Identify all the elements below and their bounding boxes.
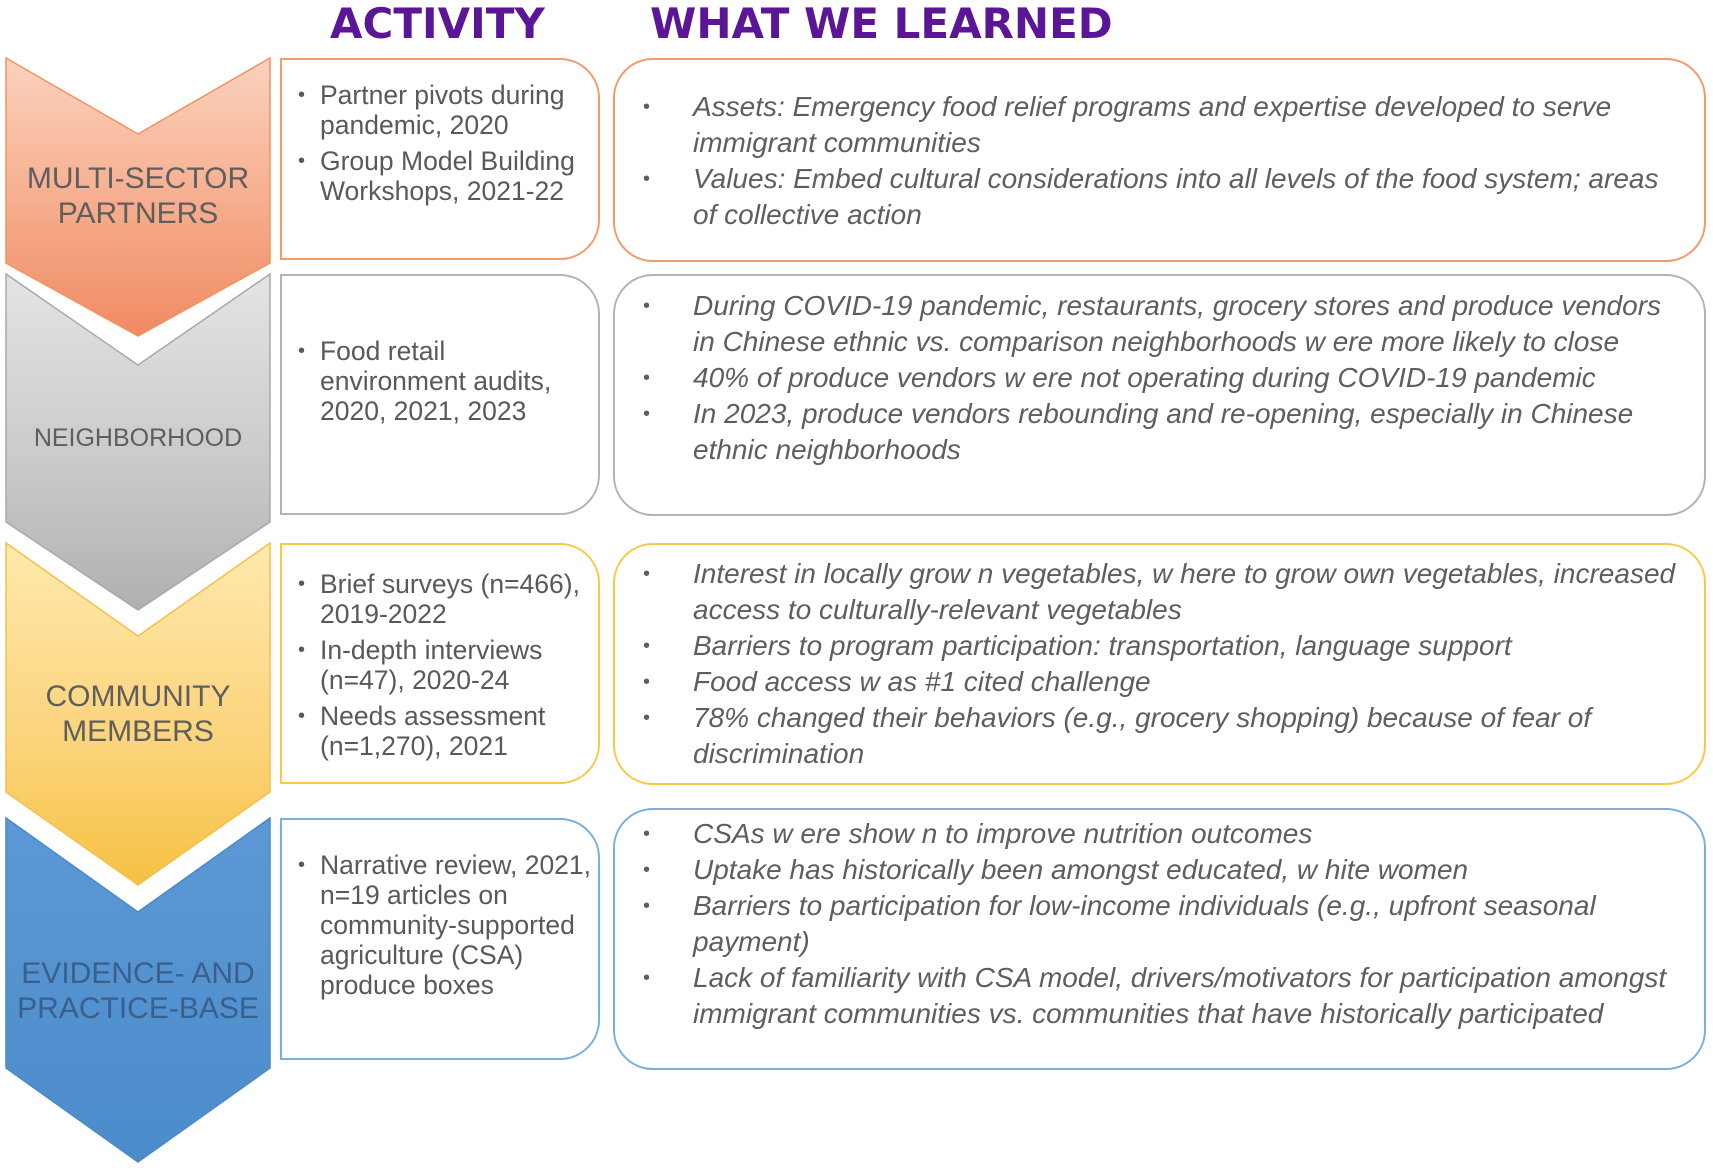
learned-item: • Food access w as #1 cited challenge bbox=[615, 664, 1678, 700]
learned-item: • Assets: Emergency food relief programs and expertise developed to serve immigrant communities bbox=[615, 89, 1674, 161]
learned-item: • 78% changed their behaviors (e.g., grocery shopping) because of fear of discrimination bbox=[615, 700, 1678, 772]
learned-item: • Lack of familiarity with CSA model, drivers/motivators for participation amongst immigrant communities vs. communities that have historically participated bbox=[615, 960, 1678, 1032]
activity-item: • Partner pivots during pandemic, 2020 bbox=[282, 80, 598, 140]
activity-item: • Food retail environment audits, 2020, 2021, 2023 bbox=[282, 336, 598, 426]
activity-box-neighborhood bbox=[280, 274, 600, 515]
learned-item: • In 2023, produce vendors rebounding and re-opening, especially in Chinese ethnic neighborhoods bbox=[615, 396, 1678, 468]
learned-box-evidence bbox=[613, 808, 1706, 1070]
activity-item: • Brief surveys (n=466), 2019-2022 bbox=[282, 569, 598, 629]
activity-box-evidence bbox=[280, 818, 600, 1060]
learned-item: • During COVID-19 pandemic, restaurants, grocery stores and produce vendors in Chinese ethnic vs. comparison neighborhoods w ere more likely to close bbox=[615, 288, 1678, 360]
learned-item: • 40% of produce vendors w ere not operating during COVID-19 pandemic bbox=[615, 360, 1678, 396]
learned-box-community bbox=[613, 543, 1706, 785]
activity-box-community bbox=[280, 543, 600, 784]
label-multi-sector-partners: MULTI-SECTOR PARTNERS bbox=[26, 162, 250, 230]
activity-item: • Needs assessment (n=1,270), 2021 bbox=[282, 701, 598, 761]
learned-item: • Barriers to participation for low-income individuals (e.g., upfront seasonal payment) bbox=[615, 888, 1678, 960]
learned-item: • Values: Embed cultural considerations into all levels of the food system; areas of collective action bbox=[615, 161, 1674, 233]
label-neighborhood: NEIGHBORHOOD bbox=[33, 424, 243, 452]
learned-item: • Interest in locally grow n vegetables, w here to grow own vegetables, increased access to culturally-relevant vegetables bbox=[615, 556, 1678, 628]
what-we-learned-header: WHAT WE LEARNED bbox=[650, 0, 1113, 48]
label-evidence-practice-base: EVIDENCE- AND PRACTICE-BASE bbox=[17, 957, 259, 1025]
activity-box-multi-sector bbox=[280, 58, 600, 260]
learned-item: • CSAs w ere show n to improve nutrition outcomes bbox=[615, 816, 1678, 852]
activity-item: • Narrative review, 2021, n=19 articles on community-supported agriculture (CSA) produce boxes bbox=[282, 850, 598, 1000]
activity-item: • Group Model Building Workshops, 2021-22 bbox=[282, 146, 598, 206]
activity-header: ACTIVITY bbox=[330, 0, 545, 48]
activity-item: • In-depth interviews (n=47), 2020-24 bbox=[282, 635, 598, 695]
learned-box-neighborhood bbox=[613, 274, 1706, 516]
label-community-members: COMMUNITY MEMBERS bbox=[45, 680, 231, 748]
learned-item: • Uptake has historically been amongst educated, w hite women bbox=[615, 852, 1678, 888]
learned-item: • Barriers to program participation: transportation, language support bbox=[615, 628, 1678, 664]
learned-box-multi-sector bbox=[613, 58, 1706, 262]
